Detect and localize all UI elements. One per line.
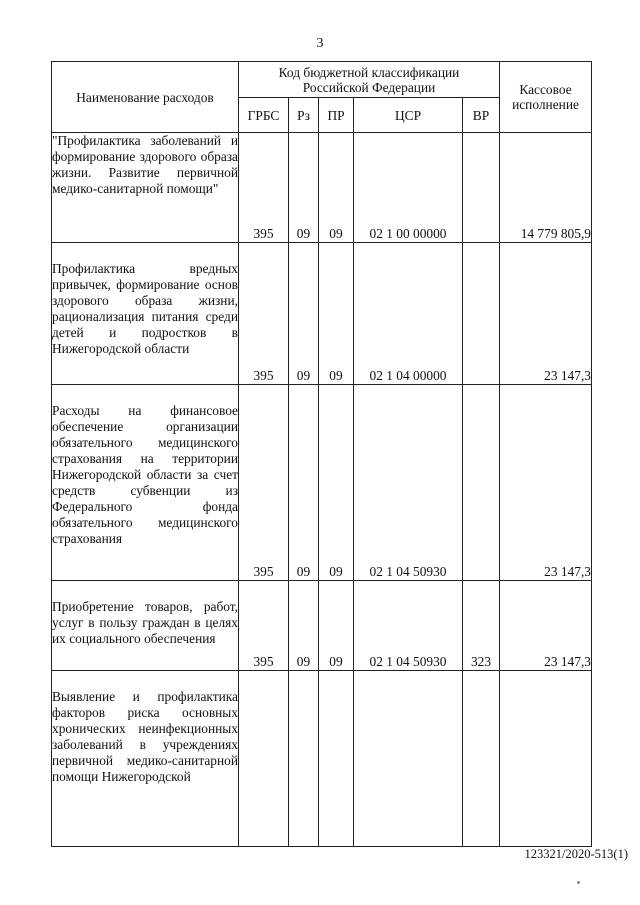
csr-cell (354, 671, 463, 847)
header-row-top (52, 62, 592, 98)
csr-cell: 02 1 04 50930 (354, 385, 463, 581)
scan-speck (577, 881, 580, 884)
csr-cell: 02 1 04 50930 (354, 581, 463, 671)
pr-cell: 09 (319, 133, 354, 243)
table-row (52, 385, 592, 581)
expense-name: "Профилактика заболеваний и формирование здорового образа жизни. Развитие первичной медико-санитарной помощи" (52, 133, 239, 243)
csr-cell: 02 1 00 00000 (354, 133, 463, 243)
header-code-group: Код бюджетной классификации Российской Федерации (239, 62, 500, 98)
pr-cell: 09 (319, 385, 354, 581)
grbs-cell (239, 671, 289, 847)
page-number: 3 (316, 36, 324, 51)
amount-cell: 23 147,3 (500, 243, 592, 385)
header-name: Наименование расходов (52, 62, 239, 133)
amount-cell: 23 147,3 (500, 385, 592, 581)
pr-cell: 09 (319, 581, 354, 671)
vr-cell: 323 (463, 581, 500, 671)
header-amount: Кассовое исполнение (500, 62, 592, 133)
vr-cell (463, 133, 500, 243)
rz-cell (289, 671, 319, 847)
document-code: 123321/2020-513(1) (524, 847, 628, 861)
grbs-cell: 395 (239, 133, 289, 243)
header-grbs: ГРБС (239, 98, 289, 133)
expense-name: Приобретение товаров, работ, услуг в пользу граждан в целях их социального обеспечения (52, 581, 239, 671)
header-rz: Рз (289, 98, 319, 133)
csr-cell: 02 1 04 00000 (354, 243, 463, 385)
amount-cell: 23 147,3 (500, 581, 592, 671)
rz-cell: 09 (289, 581, 319, 671)
table-row (52, 671, 592, 847)
amount-cell (500, 671, 592, 847)
table-row (52, 133, 592, 243)
vr-cell (463, 671, 500, 847)
pr-cell: 09 (319, 243, 354, 385)
rz-cell: 09 (289, 243, 319, 385)
vr-cell (463, 243, 500, 385)
grbs-cell: 395 (239, 243, 289, 385)
header-pr: ПР (319, 98, 354, 133)
table-row (52, 581, 592, 671)
rz-cell: 09 (289, 385, 319, 581)
vr-cell (463, 385, 500, 581)
grbs-cell: 395 (239, 385, 289, 581)
amount-cell: 14 779 805,9 (500, 133, 592, 243)
table-row (52, 243, 592, 385)
pr-cell (319, 671, 354, 847)
expense-name: Расходы на финансовое обеспечение организации обязательного медицинского страхования на территории Нижегородской области за счет средств субвенции из Федерального фонда обязательного медицинского страхования (52, 385, 239, 581)
header-vr: ВР (463, 98, 500, 133)
budget-table (51, 61, 592, 847)
header-csr: ЦСР (354, 98, 463, 133)
rz-cell: 09 (289, 133, 319, 243)
expense-name: Выявление и профилактика факторов риска основных хронических неинфекционных заболеваний в учреждениях первичной медико-санитарной помощи Нижегородской (52, 671, 239, 847)
expense-name: Профилактика вредных привычек, формирование основ здорового образа жизни, рационализация питания среди детей и подростков в Нижегородской области (52, 243, 239, 385)
grbs-cell: 395 (239, 581, 289, 671)
